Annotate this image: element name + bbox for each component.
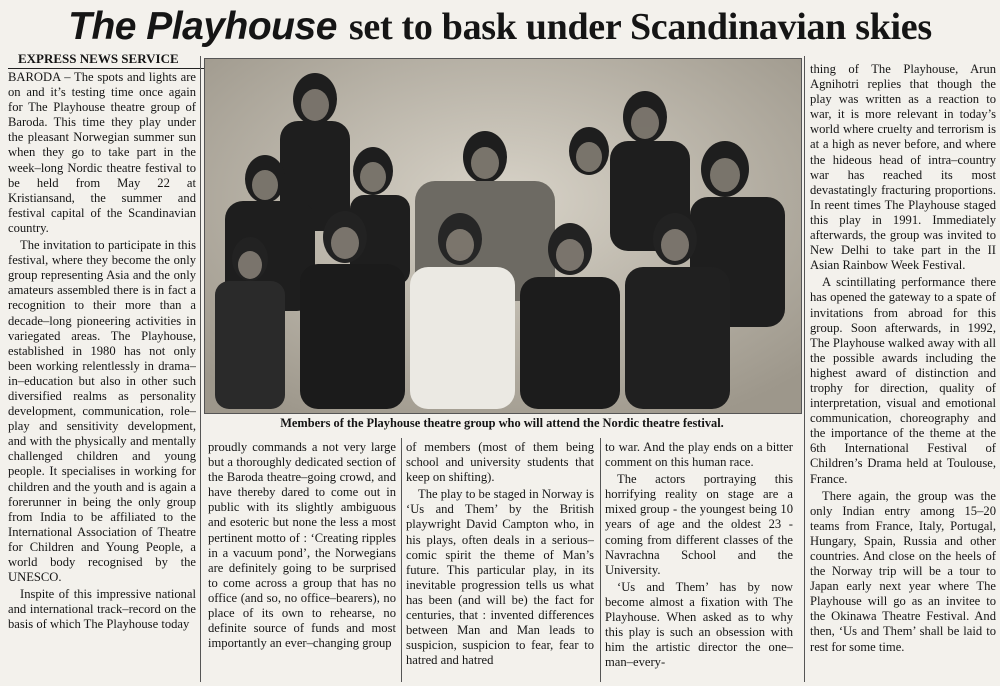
column-rule bbox=[600, 438, 601, 682]
column-rule bbox=[804, 56, 805, 682]
column-rule bbox=[200, 56, 201, 682]
photo-caption: Members of the Playhouse theatre group who will attend the Nordic theatre festival. bbox=[280, 416, 724, 430]
photo-illustration bbox=[205, 59, 801, 413]
paragraph: A scintillating performance there has opened the gateway to a spate of invitations from abroad for this group. Soon afterwards, in 1992, The Playhouse walked away with all the possible awards including the highest award of distinction and trophy for direction, quality of interpretation, visual and emotional communication, choreography and the importance of the theme at the 6th International Festival of Children’s Drama held at Toulouse, France. bbox=[810, 275, 996, 486]
paragraph: The invitation to participate in this festival, where they become the only group representing Asia and the only amateurs assembled there is in fact a recognition to their more than a decade–long pioneering activities in variegated areas. The Playhouse, established in 1980 has not only been working relentlessly in drama–in–education but also in other such diversified realms as personality development, communication, role–play and sensitivity development, and with the physically and mentally challenged children and young people. It specialises in working for children and the youth and is again a forerunner in being the only group from India to be affiliated to the International Association of Theatre for Children and Young People, a world body recognised by the UNESCO. bbox=[8, 238, 196, 585]
paragraph: ‘Us and Them’ has by now become almost a fixation with The Playhouse. When asked as to why this play is such an obsession with him the artistic director the one–man–every- bbox=[605, 579, 793, 670]
article-column-3 bbox=[406, 440, 594, 682]
article-column-2 bbox=[208, 440, 396, 682]
article-column-1 bbox=[8, 70, 196, 682]
paragraph: Inspite of this impressive national and international track–record on the basis of which The Playhouse today bbox=[8, 587, 196, 632]
paragraph: There again, the group was the only Indian entry among 15–20 teams from France, Italy, Portugal, Hungary, Spain, Russia and other countries. And close on the heels of the Norway trip will be a tour to Japan early next year where The Playhouse will go as an invitee to the Okinawa Theatre Festival. And then, ‘Us and Them’ shall be laid to rest for some time. bbox=[810, 488, 996, 654]
paragraph: of members (most of them being school and university students that keep on shifting). bbox=[406, 440, 594, 485]
group-photo bbox=[204, 58, 802, 414]
paragraph: to war. And the play ends on a bitter comment on this human race. bbox=[605, 440, 793, 470]
column-rule bbox=[401, 438, 402, 682]
headline bbox=[8, 2, 992, 52]
headline-italic: The Playhouse bbox=[68, 5, 337, 48]
byline: EXPRESS NEWS SERVICE bbox=[8, 52, 208, 69]
article-column-4 bbox=[605, 440, 793, 682]
paragraph: BARODA – The spots and lights are on and it’s testing time once again for The Playhouse theatre group of Baroda. This time they play under the pleasant Norwegian summer sun when they go to take part in the week–long Nordic theatre festival to be held from May 22 at Kristiansand, the summer and festival capital of the Scandinavian country. bbox=[8, 70, 196, 235]
paragraph: The actors portraying this horrifying reality on stage are a mixed group - the youngest being 10 years of age and the oldest 23 - coming from different classes of the Navrachna School and the University. bbox=[605, 472, 793, 577]
paragraph: proudly commands a not very large but a thoroughly dedicated section of the Baroda theatre–going crowd, and have thereby dared to come out in public with its slightly ambiguous and esoteric but none the less a most pertinent motto of : ‘Creating ripples in a vacuum pond’, the Norwegians are definitely going to be surprised to come across a group that has no office (and so, no office–bearers), no place of its own to rehearse, no definite source of funds and most importantly an ever–changing group bbox=[208, 440, 396, 651]
article-column-5 bbox=[810, 62, 996, 682]
headline-rest: set to bask under Scandinavian skies bbox=[348, 6, 932, 48]
paragraph: The play to be staged in Norway is ‘Us and Them’ by the British playwright David Campton who, in his plays, often deals in a serious–comic spirit the theme of Man’s future. This particular play, in its inevitable progression tells us what has been (and will be) the fact for centuries, that : invented differences between Man and Man leads to suspicion, suspicion to fear, fear to hatred and hatred bbox=[406, 487, 594, 668]
paragraph: thing of The Playhouse, Arun Agnihotri replies that though the play was written as a reaction to war, it is more relevant in today’s world where cruelty and terrorism is at a high as never before, and where the hideous head of intra–country war has reached its most devastatingly fracturing proportions. In reent times The Playhouse staged this play in 1991. Immediately afterwards, the group was invited to New Delhi to take part in the II Asian Rainbow Week Festival. bbox=[810, 62, 996, 273]
